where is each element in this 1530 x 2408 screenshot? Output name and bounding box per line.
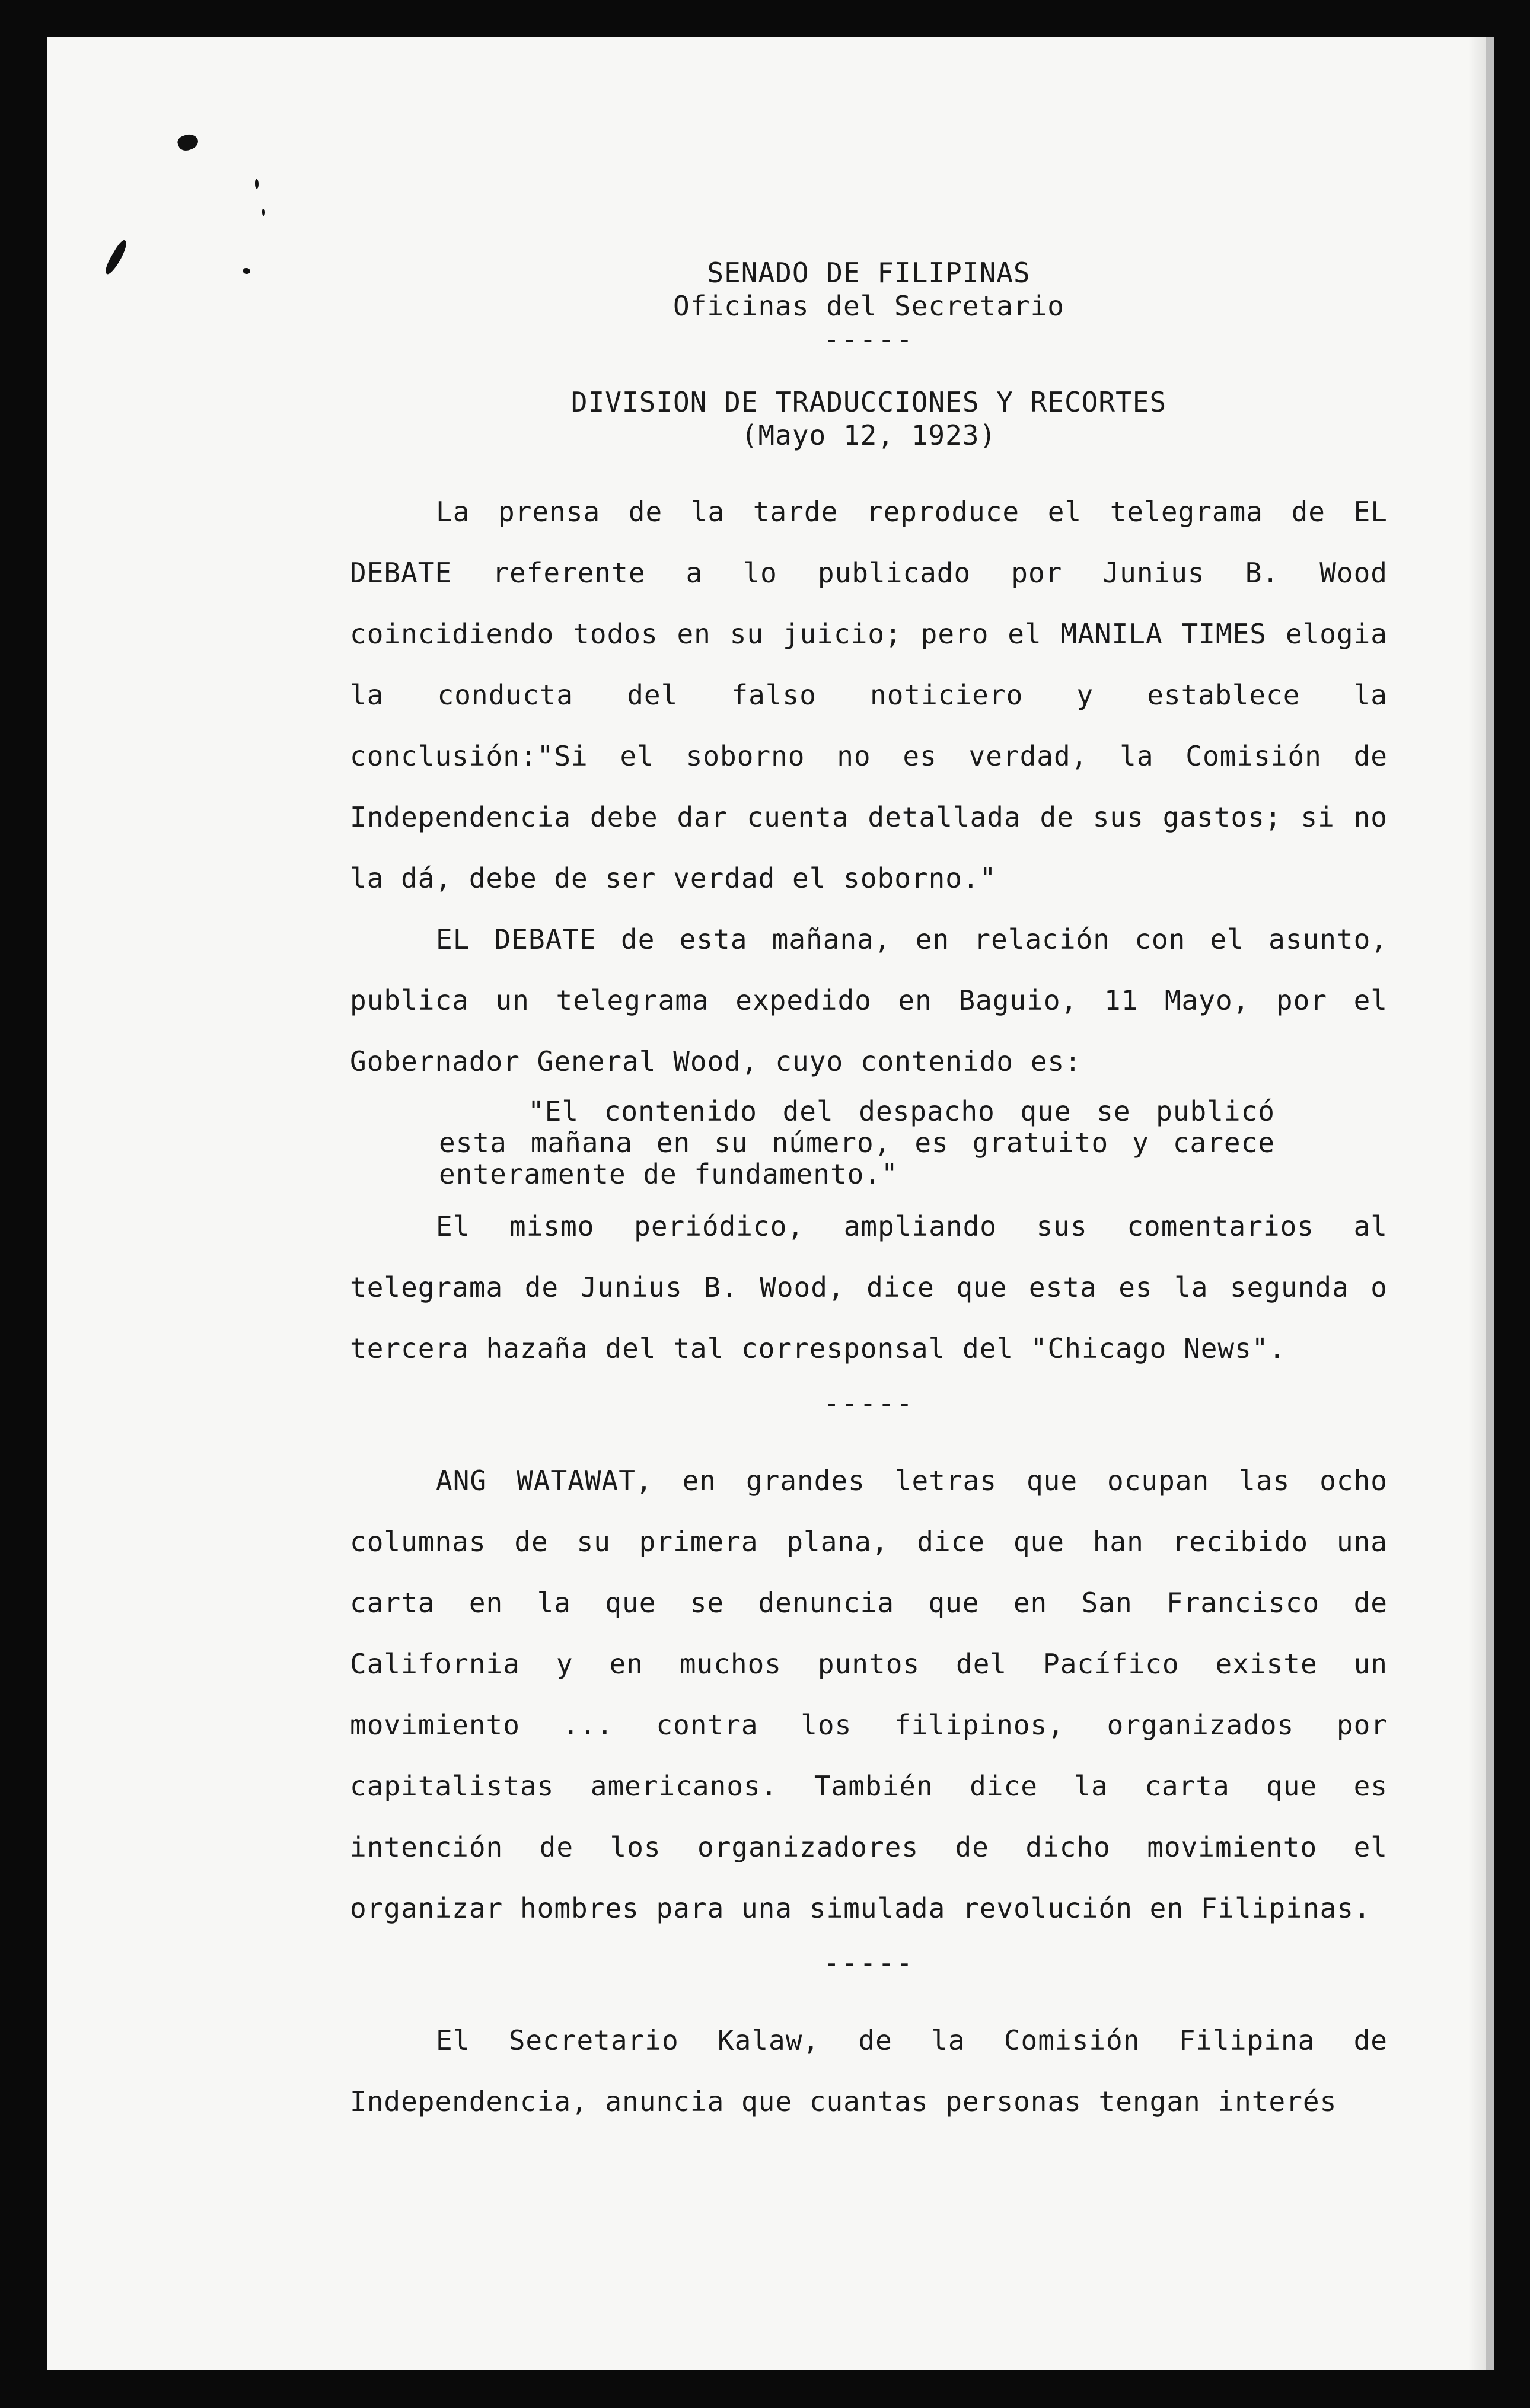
section-separator-3: -----	[823, 1947, 914, 1979]
ink-speck	[255, 179, 259, 189]
ink-speck	[243, 268, 250, 274]
header-division: DIVISION DE TRADUCCIONES Y RECORTES	[570, 386, 1167, 418]
header-date: (Mayo 12, 1923)	[741, 419, 997, 451]
ink-speck	[262, 209, 265, 216]
ink-speck	[103, 238, 130, 276]
header-office: Oficinas del Secretario	[673, 290, 1064, 322]
letterhead	[350, 256, 1388, 452]
paragraph-3: El mismo periódico, ampliando sus comentarios al telegrama de Junius B. Wood, dice que esta es la segunda o tercera hazaña del tal corresponsal del "Chicago News".	[350, 1210, 1388, 1364]
document-page	[47, 37, 1494, 2370]
paragraph-2: EL DEBATE de esta mañana, en relación con el asunto, publica un telegrama expedido en Baguio, 11 Mayo, por el Gobernador General Wood, cuyo contenido es:	[350, 923, 1388, 1077]
paragraph-5: El Secretario Kalaw, de la Comisión Filipina de Independencia, anuncia que cuantas personas tengan interés	[350, 2024, 1388, 2117]
paragraph-1: La prensa de la tarde reproduce el telegrama de EL DEBATE referente a lo publicado por Junius B. Wood coincidiendo todos en su juicio; pero el MANILA TIMES elogia la conducta del falso noticiero y establece la conclusión:"Si el soborno no es verdad, la Comisión de Independencia debe dar cuenta detallada de sus gastos; si no la dá, debe de ser verdad el soborno."	[350, 496, 1388, 894]
section-separator-2: -----	[823, 1387, 914, 1419]
quoted-telegram: "El contenido del despacho que se publicó esta mañana en su número, es gratuito y carece enteramente de fundamento."	[439, 1095, 1275, 1190]
header-senate: SENADO DE FILIPINAS	[707, 257, 1031, 289]
header-separator: -----	[823, 323, 914, 355]
paragraph-4: ANG WATAWAT, en grandes letras que ocupan las ocho columnas de su primera plana, dice que han recibido una carta en la que se denuncia que en San Francisco de California y en muchos puntos del Pacífico existe un movimiento ... contra los filipinos, organizados por capitalistas americanos. También dice la carta que es intención de los organizadores de dicho movimiento el organizar hombres para una simulada revolución en Filipinas.	[350, 1465, 1388, 1924]
ink-speck	[176, 132, 200, 153]
document-text	[350, 256, 1388, 2132]
